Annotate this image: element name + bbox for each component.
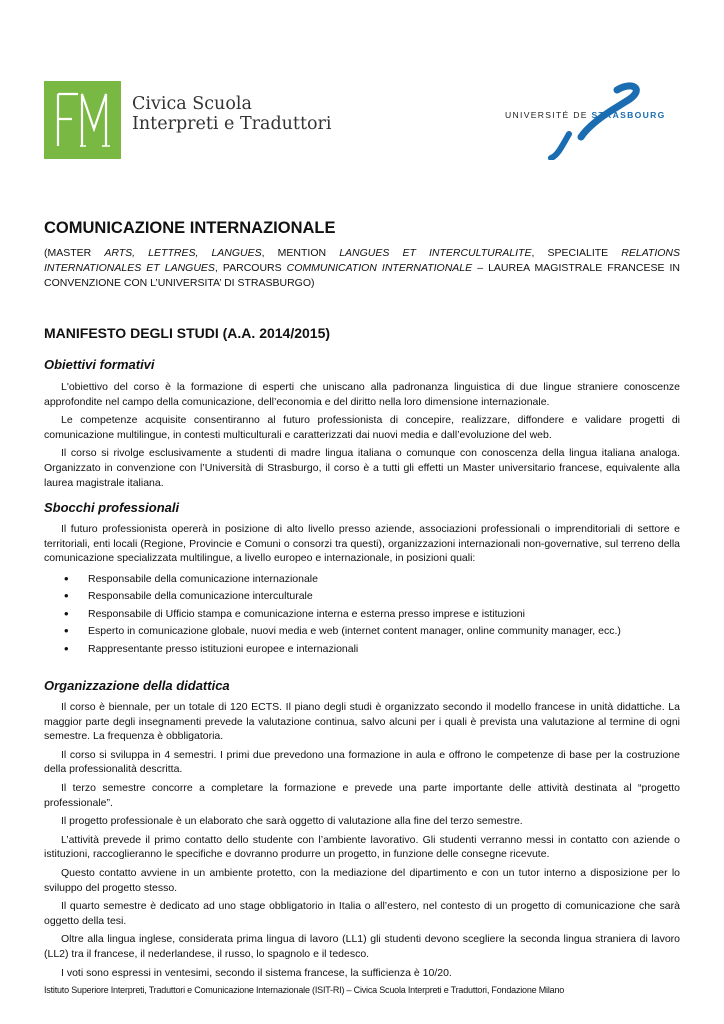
unistra-logo-text xyxy=(505,110,666,120)
civica-scuola-logo-text xyxy=(132,94,331,134)
obiettivi-section xyxy=(44,380,680,494)
page-footer: Istituto Superiore Interpreti, Traduttori e Comunicazione Internazionale (ISIT-RI) – Civica Scuola Interpreti e Traduttori, Fondazione Milano xyxy=(44,985,565,995)
list-item-text: Responsabile della comunicazione internazionale xyxy=(88,573,318,585)
logo-line-2: Interpreti e Traduttori xyxy=(132,114,332,134)
list-item xyxy=(44,607,680,624)
unistra-swoosh-icon xyxy=(505,82,675,160)
unistra-text-plain: UNIVERSITÉ DE xyxy=(505,110,588,120)
list-item-text: Rappresentante presso istituzioni europee e internazionali xyxy=(88,642,359,655)
list-item-text: Esperto in comunicazione globale, nuovi media e web (internet content manager, online community manager, ecc.) xyxy=(88,625,621,638)
bullet-icon: • xyxy=(64,640,69,656)
organizzazione-paragraph: Il corso si sviluppa in 4 semestri. I primi due prevedono una formazione in aula e offrono le competenze di base per la costruzione della professionalità descritta. xyxy=(44,748,680,776)
organizzazione-section xyxy=(44,700,680,984)
bullet-icon: • xyxy=(64,605,69,621)
organizzazione-heading: Organizzazione della didattica xyxy=(44,678,230,693)
list-item-text: Responsabile della comunicazione interculturale xyxy=(88,590,313,603)
obiettivi-paragraph: Il corso si rivolge esclusivamente a studenti di madre lingua italiana o comunque con conoscenza della lingua italiana analoga. Organizzato in convenzione con l’Università di Strasburgo, il corso è a tutti gli effetti un Master universitario francese, equivalente alla laurea magistrale italiana. xyxy=(44,447,680,489)
subtitle-part: (MASTER xyxy=(44,247,105,259)
bullet-icon: • xyxy=(64,571,69,586)
sbocchi-section xyxy=(44,522,680,570)
organizzazione-paragraph: L’attività prevede il primo contatto dello studente con l’ambiente lavorativo. Gli studenti verranno messi in contatto con aziende o istituzioni, raccoglieranno le specifiche e dovranno produrre un progetto, in funzione delle consegne ricevute. xyxy=(44,833,680,861)
sbocchi-heading: Sbocchi professionali xyxy=(44,500,180,515)
obiettivi-heading: Obiettivi formativi xyxy=(44,357,155,372)
subtitle-italic: LANGUES ET INTERCULTURALITE xyxy=(339,247,532,259)
list-item xyxy=(44,624,680,641)
organizzazione-paragraph: Il progetto professionale è un elaborato che sarà oggetto di valutazione alla fine del terzo semestre. xyxy=(61,815,523,828)
list-item xyxy=(44,642,680,659)
subtitle-part: , SPECIALITE xyxy=(531,247,622,259)
civica-scuola-logo xyxy=(44,81,332,159)
subtitle-part: – LAUREA MAGISTRALE FRANCESE IN CONVENZIONE CON L’UNIVERSITA’ DI STRASBURGO) xyxy=(44,262,680,289)
sbocchi-bullet-list xyxy=(44,572,680,659)
unistra-logo xyxy=(505,82,675,160)
organizzazione-paragraph: Il terzo semestre concorre a completare la formazione e prevede una parte importante delle attività destinata al “progetto professionale”. xyxy=(44,781,680,809)
subtitle-part: , PARCOURS xyxy=(214,262,287,274)
subtitle-italic: RELATIONS INTERNATIONALES ET LANGUES xyxy=(44,247,681,274)
subtitle-italic: COMMUNICATION INTERNATIONALE xyxy=(286,262,473,274)
obiettivi-paragraph: L'obiettivo del corso è la formazione di esperti che uniscano alla padronanza linguistica di due lingue straniere conoscenze approfondite nel campo della comunicazione, dell’economia e del diritto nella loro dimensione internazionale. xyxy=(44,381,680,408)
list-item-text: Responsabile di Ufficio stampa e comunicazione interna e esterna presso imprese e istituzioni xyxy=(88,607,525,620)
obiettivi-paragraph: Le competenze acquisite consentiranno al futuro professionista di concepire, realizzare, diffondere e validare progetti di comunicazione multilingue, in contesti multiculturali e caratterizzati dai nuovi media e dall’evoluzione del web. xyxy=(44,414,680,441)
list-item xyxy=(44,589,680,606)
subtitle-part: , MENTION xyxy=(261,247,340,259)
fm-logo-mark xyxy=(44,81,121,159)
list-item xyxy=(44,572,680,589)
sbocchi-paragraph: Il futuro professionista opererà in posizione di alto livello presso aziende, associazioni professionali o imprenditoriali di settore e territoriali, enti locali (Regione, Provincie e Comuni o consorzi tra questi), organizzazioni internazionali non-governative, sul terreno della comunicazione specializzata multilingue, a livello europeo e internazionale, in posizioni quali: xyxy=(44,523,680,565)
bullet-icon: • xyxy=(64,623,69,639)
organizzazione-paragraph: I voti sono espressi in ventesimi, secondo il sistema francese, la sufficienza è 10/20. xyxy=(61,966,452,979)
organizzazione-paragraph: Il quarto semestre è dedicato ad uno stage obbligatorio in Italia o all’estero, nel contesto di un progetto di comunicazione che sarà oggetto della tesi. xyxy=(44,900,680,927)
organizzazione-paragraph: Questo contatto avviene in un ambiente protetto, con la mediazione del dipartimento e con un tutor interno a disposizione per lo sviluppo del progetto stesso. xyxy=(44,866,680,894)
document-subtitle xyxy=(44,246,680,291)
organizzazione-paragraph: Il corso è biennale, per un totale di 120 ECTS. Il piano degli studi è organizzato secondo il modello francese in unità didattiche. La maggior parte degli insegnamenti prevede la valutazione continua, salvo alcuni per i quali è prevista una valutazione al termine di ogni semestre. La frequenza è obbligatoria. xyxy=(44,701,680,743)
document-title: COMUNICAZIONE INTERNAZIONALE xyxy=(44,219,336,237)
logo-line-1: Civica Scuola xyxy=(132,94,252,114)
bullet-icon: • xyxy=(64,588,69,604)
unistra-text-strong: STRASBOURG xyxy=(591,110,666,120)
organizzazione-paragraph: Oltre alla lingua inglese, considerata prima lingua di lavoro (LL1) gli studenti devono scegliere la seconda lingua straniera di lavoro (LL2) tra il francese, il nederlandese, il russo, lo spagnolo e il tedesco. xyxy=(44,933,680,960)
manifesto-title: MANIFESTO DEGLI STUDI (A.A. 2014/2015) xyxy=(44,325,331,341)
subtitle-italic: ARTS, LETTRES, LANGUES xyxy=(104,247,262,259)
